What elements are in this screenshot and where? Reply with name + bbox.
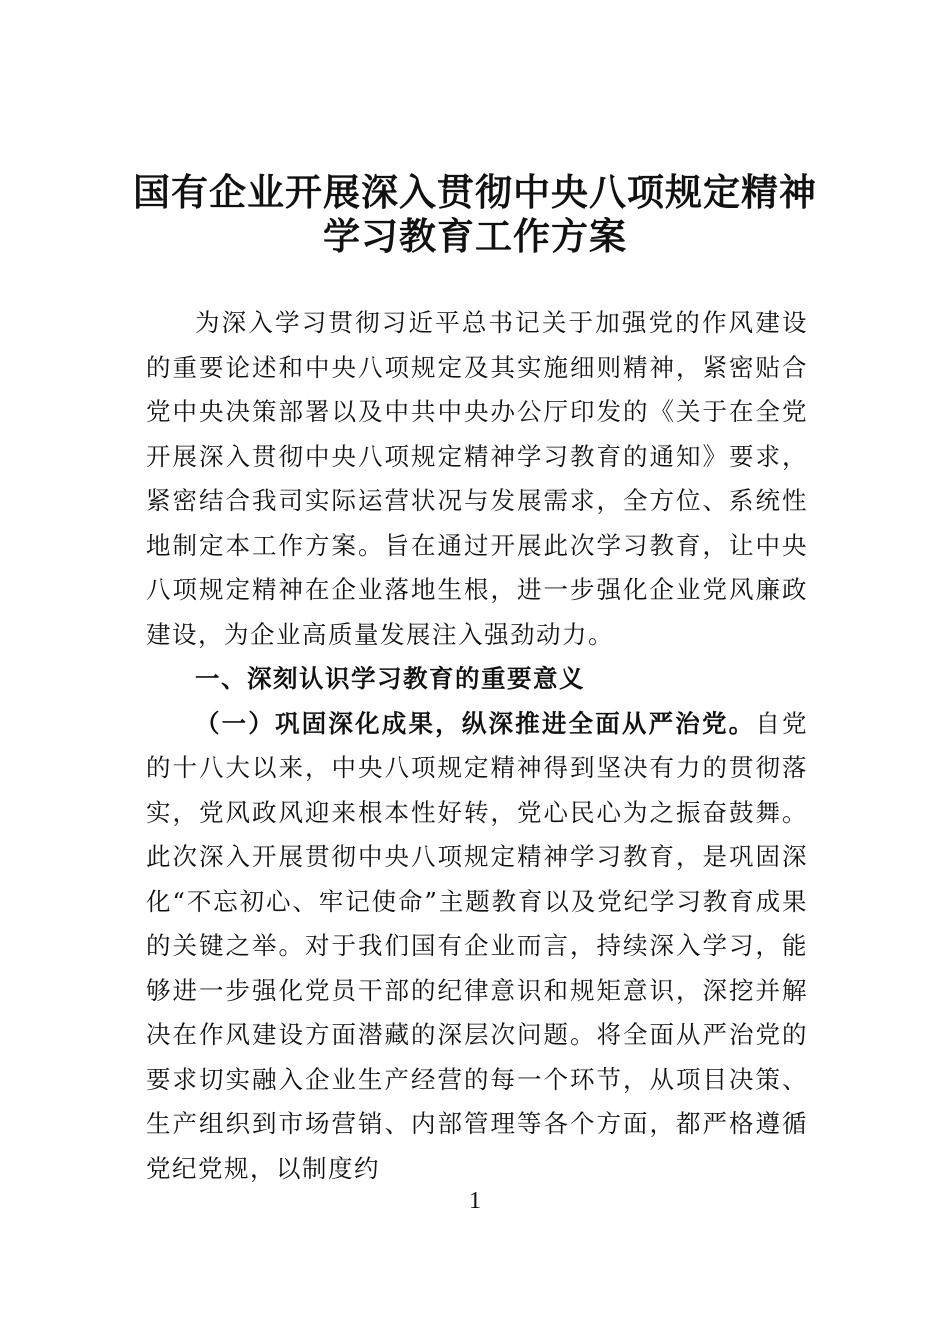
subsection-heading: （一）巩固深化成果，纵深推进全面从严治党。 xyxy=(195,708,756,738)
document-body xyxy=(146,301,808,1191)
subsection-text: 自党的十八大以来，中央八项规定精神得到坚决有力的贯彻落实，党风政风迎来根本性好转，党心民心为之振奋鼓舞。此次深入开展贯彻中央八项规定精神学习教育，是巩固深化“不忘初心、牢记使命”主题教育以及党纪学习教育成果的关键之举。对于我们国有企业而言，持续深入学习，能够进一步强化党员干部的纪律意识和规矩意识，深挖并解决在作风建设方面潜藏的深层次问题。将全面从严治党的要求切实融入企业生产经营的每一个环节，从项目决策、生产组织到市场营销、内部管理等各个方面，都严格遵循党纪党规，以制度约 xyxy=(146,708,809,1183)
document-title-line-1: 国有企业开展深入贯彻中央八项规定精神 xyxy=(133,171,817,214)
intro-paragraph: 为深入学习贯彻习近平总书记关于加强党的作风建设的重要论述和中央八项规定及其实施细则精神，紧密贴合党中央决策部署以及中共中央办公厅印发的《关于在全党开展深入贯彻中央八项规定精神学习教育的通知》要求，紧密结合我司实际运营状况与发展需求，全方位、系统性地制定本工作方案。旨在通过开展此次学习教育，让中央八项规定精神在企业落地生根，进一步强化企业党风廉政建设，为企业高质量发展注入强劲动力。 xyxy=(146,308,808,649)
page-number: 1 xyxy=(469,1188,481,1214)
document-title-line-2: 学习教育工作方案 xyxy=(323,215,627,258)
section-heading: 一、深刻认识学习教育的重要意义 xyxy=(195,664,585,693)
subsection-paragraph xyxy=(146,702,808,1192)
